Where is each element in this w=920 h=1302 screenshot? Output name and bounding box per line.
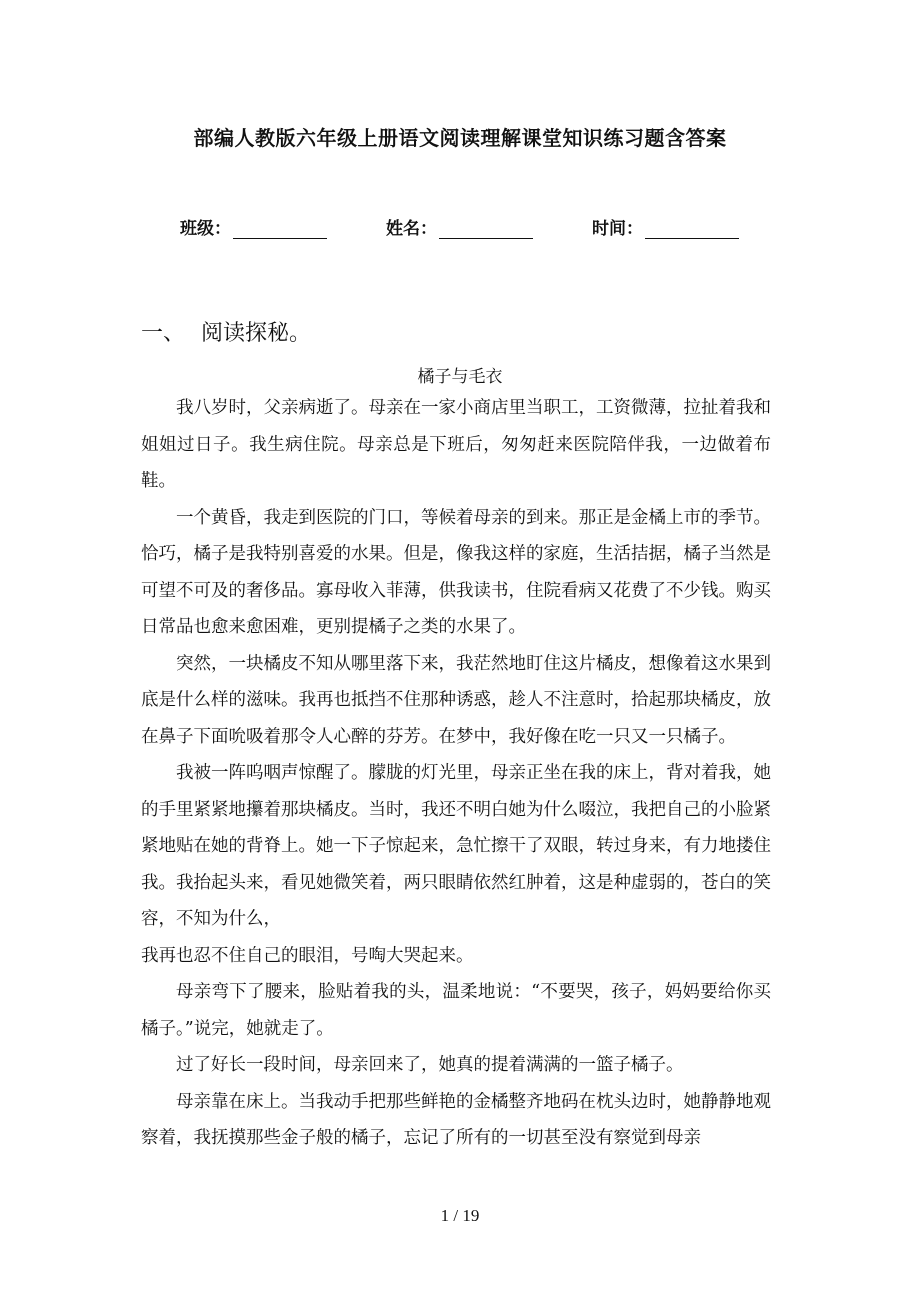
- page-number: 1 / 19: [440, 1206, 480, 1225]
- paragraph: 我被一阵呜咽声惊醒了。朦胧的灯光里，母亲正坐在我的床上，背对着我，她的手里紧紧地攥着那块橘皮。当时，我还不明白她为什么啜泣，我把自己的小脸紧紧地贴在她的背脊上。她一下子惊起来，急忙擦干了双眼，转过身来，有力地搂住我。我抬起头来，看见她微笑着，两只眼睛依然红肿着，这是种虚弱的，苍白的笑容，不知为什么，: [141, 763, 771, 929]
- time-blank: [645, 220, 739, 239]
- paragraph: 突然，一块橘皮不知从哪里落下来，我茫然地盯住这片橘皮，想像着这水果到底是什么样的滋味。我再也抵挡不住那种诱惑，趁人不注意时，拾起那块橘皮，放在鼻子下面吮吸着那令人心醉的芬芳。在梦中，我好像在吃一只又一只橘子。: [141, 653, 771, 747]
- section-heading: [141, 316, 311, 347]
- story-title: 橘子与毛衣: [417, 367, 503, 387]
- paragraph: 母亲弯下了腰来，脸贴着我的头，温柔地说：“不要哭，孩子，妈妈要给你买橘子。”说完，她就走了。: [141, 982, 771, 1039]
- document-title: 部编人教版六年级上册语文阅读理解课堂知识练习题含答案: [193, 126, 727, 150]
- paragraph: 过了好长一段时间，母亲回来了，她真的提着满满的一篮子橘子。: [176, 1055, 684, 1075]
- class-blank: [233, 220, 327, 239]
- paragraph: 母亲靠在床上。当我动手把那些鲜艳的金橘整齐地码在枕头边时，她静静地观察着，我抚摸那些金子般的橘子，忘记了所有的一切甚至没有察觉到母亲: [141, 1091, 771, 1148]
- class-field: [180, 214, 327, 239]
- student-info-row: [180, 214, 760, 242]
- story-body: [141, 390, 771, 1157]
- paragraph: 我再也忍不住自己的眼泪，号啕大哭起来。: [141, 945, 474, 966]
- time-field: [592, 214, 739, 239]
- name-field: [386, 214, 533, 239]
- time-label: 时间：: [592, 219, 643, 239]
- name-label: 姓名：: [386, 219, 437, 239]
- class-label: 班级：: [180, 219, 231, 239]
- section-title: 阅读探秘。: [201, 321, 312, 346]
- paragraph: 一个黄昏，我走到医院的门口，等候着母亲的到来。那正是金橘上市的季节。恰巧，橘子是我特别喜爱的水果。但是，像我这样的家庭，生活拮据，橘子当然是可望不可及的奢侈品。寡母收入菲薄，供我读书，住院看病又花费了不少钱。购买日常品也愈来愈困难，更别提橘子之类的水果了。: [141, 507, 771, 637]
- paragraph: 我八岁时，父亲病逝了。母亲在一家小商店里当职工，工资微薄，拉扯着我和姐姐过日子。我生病住院。母亲总是下班后，匆匆赶来医院陪伴我，一边做着布鞋。: [141, 398, 771, 491]
- section-number: 一、: [141, 321, 186, 346]
- name-blank: [439, 220, 533, 239]
